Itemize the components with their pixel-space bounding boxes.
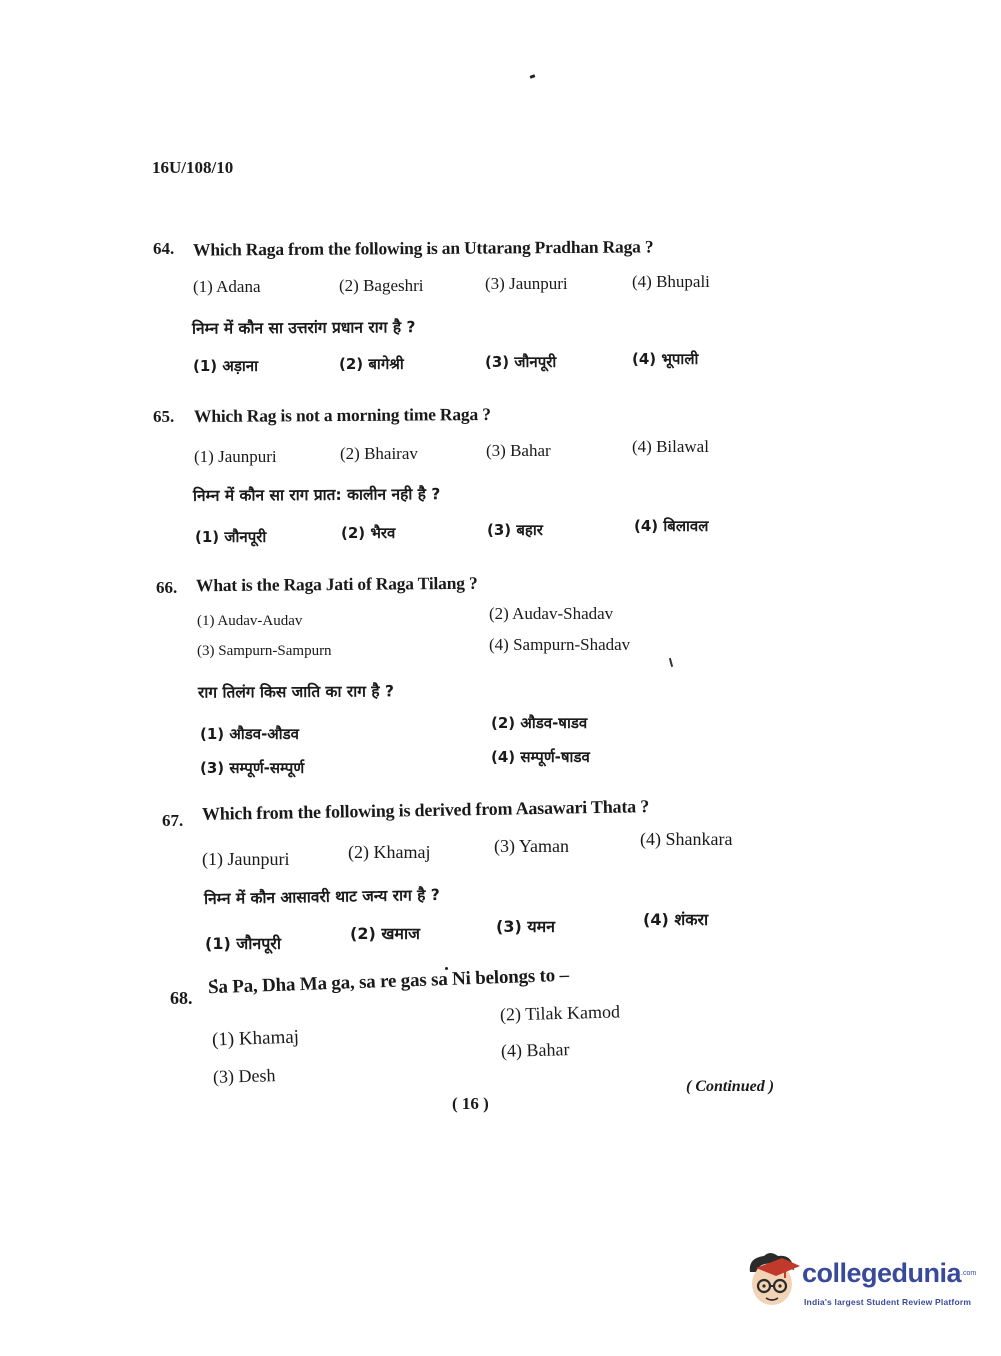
question-text-en: What is the Raga Jati of Raga Tilang ?	[195, 572, 478, 596]
page-number: ( 16 )	[452, 1094, 489, 1113]
option-hi: (1) औडव-औडव	[200, 725, 300, 743]
option-hi: (4) सम्पूर्ण-षाडव	[491, 748, 590, 766]
option: (4) Bahar	[500, 1039, 570, 1061]
option-hi: (2) भैरव	[341, 524, 396, 542]
question-text-hi: निम्न में कौन सा उत्तरांग प्रधान राग है ?	[191, 318, 416, 338]
question-number: 65.	[153, 407, 175, 426]
mascot-icon	[742, 1250, 802, 1312]
option-hi: (2) औडव-षाडव	[491, 714, 588, 732]
paper-code: 16U/108/10	[152, 158, 234, 177]
option-hi: (4) भूपाली	[632, 350, 699, 368]
option: (4) Bilawal	[632, 437, 709, 456]
collegedunia-logo	[742, 1250, 977, 1330]
option: (1) Jaunpuri	[202, 849, 290, 869]
option: (1) Khamaj	[211, 1026, 300, 1051]
option: (2) Audav-Shadav	[489, 604, 614, 623]
option-hi: (1) जौनपूरी	[195, 528, 267, 546]
continued-note: ( Continued )	[686, 1078, 775, 1095]
scan-speck	[530, 74, 536, 79]
option: (1) Jaunpuri	[194, 447, 277, 466]
brand-tagline: India's largest Student Review Platform	[804, 1297, 972, 1307]
scan-mark	[669, 658, 673, 667]
brand-name: collegedunia	[802, 1258, 962, 1288]
option-hi: (3) बहार	[487, 521, 543, 539]
question-text-hi: निम्न में कौन सा राग प्रात: कालीन नही है ?	[192, 485, 441, 505]
option: (1) Audav-Audav	[197, 613, 303, 629]
question-number: 67.	[162, 811, 184, 830]
question-text-hi: निम्न में कौन आसावरी थाट जन्य राग है ?	[203, 885, 440, 909]
option: (4) Bhupali	[632, 272, 710, 291]
option: (3) Sampurn-Sampurn	[197, 643, 332, 659]
question-number: 64.	[153, 239, 175, 258]
option: (3) Bahar	[486, 441, 551, 460]
option-hi: (3) सम्पूर्ण-सम्पूर्ण	[200, 759, 305, 777]
question-text-en: Sa Pa, Dha Ma ga, sa re gas sa Ni belongs to –	[207, 964, 570, 999]
brand-domain: .com	[961, 1270, 977, 1277]
option-hi: (4) शंकरा	[643, 910, 709, 929]
question-text-en: Which Raga from the following is an Uttarang Pradhan Raga ?	[192, 236, 654, 260]
option: (2) Bageshri	[339, 276, 424, 295]
option: (1) Adana	[193, 277, 261, 296]
option-hi: (2) बागेश्री	[339, 355, 404, 373]
option: (4) Sampurn-Shadav	[489, 635, 631, 654]
question-text-en: Which from the following is derived from Aasawari Thata ?	[201, 796, 650, 824]
option: (3) Yaman	[494, 836, 569, 856]
option-hi: (2) खमाज	[350, 924, 421, 943]
question-number: 68.	[170, 988, 193, 1008]
option: (2) Tilak Kamod	[499, 1001, 621, 1025]
option-hi: (4) बिलावल	[634, 517, 709, 535]
question-text-hi: राग तिलंग किस जाति का राग है ?	[197, 682, 395, 702]
question-text-en: Which Rag is not a morning time Raga ?	[193, 403, 491, 427]
option-hi: (1) अड़ाना	[193, 357, 258, 375]
option-hi: (3) जौनपूरी	[485, 353, 557, 371]
option: (3) Jaunpuri	[485, 274, 568, 293]
option: (2) Bhairav	[340, 444, 418, 463]
option: (3) Desh	[212, 1065, 276, 1087]
question-number: 66.	[156, 578, 178, 597]
option-hi: (1) जौनपूरी	[205, 934, 282, 953]
option: (2) Khamaj	[348, 842, 431, 862]
option-hi: (3) यमन	[496, 917, 556, 936]
option: (4) Shankara	[640, 829, 733, 849]
